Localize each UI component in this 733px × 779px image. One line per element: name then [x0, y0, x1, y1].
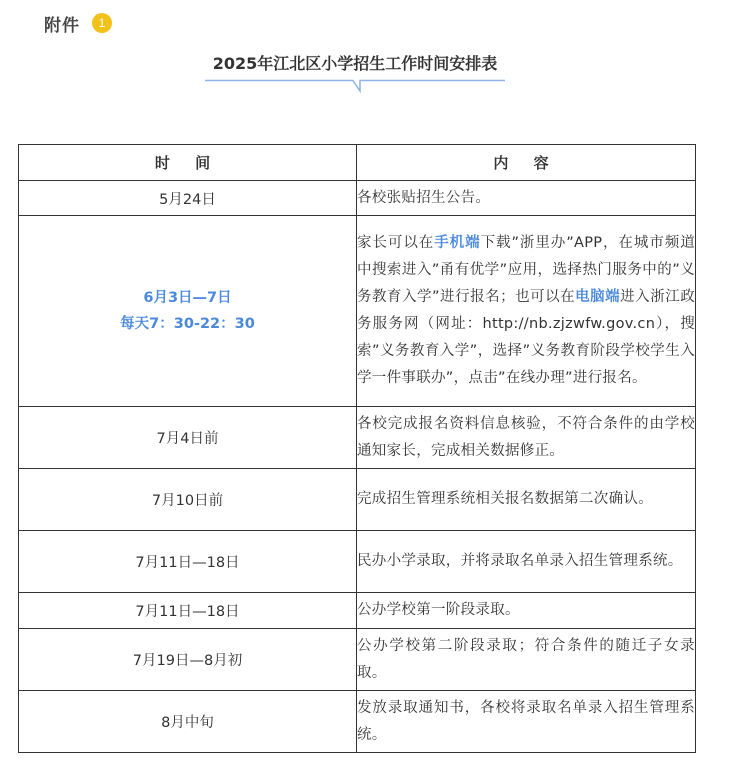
table-row: [19, 469, 696, 531]
time-cell: 7月11日—18日: [19, 593, 357, 629]
highlight-pc-text: 电脑端: [575, 289, 621, 305]
content-cell: [357, 216, 696, 407]
content-cell: 各校完成报名资料信息核验，不符合条件的由学校通知家长，完成相关数据修正。: [357, 407, 696, 469]
table-row: [19, 593, 696, 629]
content-cell: 完成招生管理系统相关报名数据第二次确认。: [357, 469, 696, 531]
table-header-row: [19, 145, 696, 181]
attachment-number-badge: 1: [92, 13, 112, 33]
title-underline-decoration: [205, 79, 505, 97]
time-cell: [19, 216, 357, 407]
daily-hours-line: 每天7：30-22：30: [120, 316, 255, 332]
content-cell: 公办学校第一阶段录取。: [357, 593, 696, 629]
time-cell: 8月中旬: [19, 691, 357, 753]
header-content: 内 容: [357, 145, 696, 181]
table-row: [19, 629, 696, 691]
table-row: [19, 216, 696, 407]
time-cell: 7月19日—8月初: [19, 629, 357, 691]
content-cell: 公办学校第二阶段录取；符合条件的随迁子女录取。: [357, 629, 696, 691]
document-title: 2025年江北区小学招生工作时间安排表: [212, 54, 498, 73]
time-range-line: 6月3日—7日: [143, 290, 232, 306]
table-row: [19, 691, 696, 753]
highlight-mobile-text: 手机端: [434, 235, 481, 251]
title-block: [205, 52, 505, 96]
content-text: 家长可以在: [357, 235, 435, 251]
content-cell: 民办小学录取，并将录取名单录入招生管理系统。: [357, 531, 696, 593]
table-row: [19, 181, 696, 216]
attachment-header: [44, 12, 112, 34]
content-cell: 发放录取通知书，各校将录取名单录入招生管理系统。: [357, 691, 696, 753]
attachment-label: 附件: [44, 15, 80, 36]
content-text: 下载”浙里办”APP，在城市频道中搜索进入”甬有优学”应用，选择热门服务中的”义务教育入学”进行报名；也可以在: [357, 235, 696, 305]
time-cell: 7月11日—18日: [19, 531, 357, 593]
header-time: 时 间: [19, 145, 357, 181]
content-cell: 各校张贴招生公告。: [357, 181, 696, 216]
content-text: 进入浙江政务服务网（网址：http://nb.zjzwfw.gov.cn），搜索”义务教育入学”，选择”义务教育阶段学校学生入学一件事联办”，点击”在线办理”进行报名。: [357, 289, 696, 386]
table-row: [19, 531, 696, 593]
time-cell: 7月10日前: [19, 469, 357, 531]
table-row: [19, 407, 696, 469]
time-cell: 7月4日前: [19, 407, 357, 469]
schedule-table: [18, 144, 696, 753]
time-cell: 5月24日: [19, 181, 357, 216]
